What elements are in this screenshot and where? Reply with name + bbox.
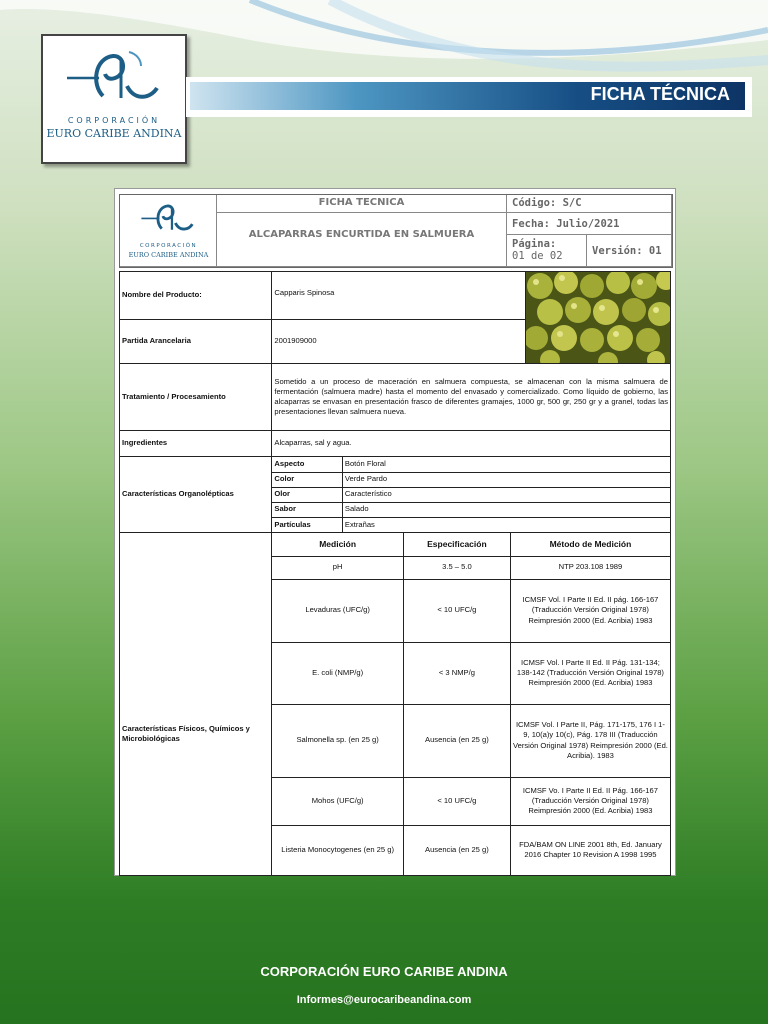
logo-line2: EURO CARIBE ANDINA xyxy=(46,127,182,140)
capers-photo xyxy=(525,272,670,364)
logo-line1: CORPORACIÓN xyxy=(67,116,161,125)
spec-cell: Ausencia (en 25 g) xyxy=(403,704,510,777)
spec-cell: < 3 NMP/g xyxy=(403,642,510,704)
sheet-header xyxy=(119,194,673,268)
organoleptic-value: Verde Pardo xyxy=(342,472,670,487)
spec-cell: < 10 UFC/g xyxy=(403,579,510,642)
sheet-logo xyxy=(120,195,217,267)
page-title: FICHA TÉCNICA xyxy=(590,84,730,104)
spec-cell: < 10 UFC/g xyxy=(403,777,510,825)
doc-type: FICHA TECNICA xyxy=(217,195,507,213)
ingredients-value: Alcaparras, sal y agua. xyxy=(272,431,671,457)
footer-company: CORPORACIÓN EURO CARIBE ANDINA xyxy=(260,964,508,979)
table-row xyxy=(272,642,670,704)
col-header-measure: Medición xyxy=(272,533,403,556)
measure-cell: Levaduras (UFC/g) xyxy=(272,579,403,642)
measure-cell: Salmonella sp. (en 25 g) xyxy=(272,704,403,777)
organoleptic-value: Salado xyxy=(342,502,670,517)
measure-cell: Mohos (UFC/g) xyxy=(272,777,403,825)
treatment-label: Tratamiento / Procesamiento xyxy=(120,364,272,431)
organoleptic-key: Aspecto xyxy=(272,457,342,472)
col-header-method: Método de Medición xyxy=(510,533,670,556)
spec-sheet xyxy=(114,188,676,876)
method-cell: ICMSF Vol. I Parte II, Pág. 171-175, 176 I 1-9, 10(a)y 10(c), Pág. 178 III (Traducción Versión Original 1978) Reimpresión 2000 (Ed. Acribia). 1983 xyxy=(510,704,670,777)
organoleptic-key: Sabor xyxy=(272,502,342,517)
method-cell: ICMSF Vol. I Parte II Ed. II pág. 166-167 (Traducción Versión Original 1978) Reimpresión 2000 (Ed. Acribia) 1983 xyxy=(510,579,670,642)
table-row xyxy=(272,704,670,777)
measure-cell: E. coli (NMP/g) xyxy=(272,642,403,704)
page-value: 01 de 02 xyxy=(512,250,563,263)
title-banner xyxy=(186,77,752,117)
spec-cell: Ausencia (en 25 g) xyxy=(403,825,510,875)
company-logo xyxy=(41,34,187,164)
product-table xyxy=(119,271,671,876)
method-cell: NTP 203.108 1989 xyxy=(510,556,670,579)
tariff-value: 2001909000 xyxy=(272,319,526,363)
ingredients-label: Ingredientes xyxy=(120,431,272,457)
measure-cell: Listeria Monocytogenes (en 25 g) xyxy=(272,825,403,875)
method-cell: FDA/BAM ON LINE 2001 8th, Ed. January 2016 Chapter 10 Revision A 1998 1995 xyxy=(510,825,670,875)
table-row xyxy=(272,579,670,642)
method-cell: ICMSF Vo. I Parte II Ed. II Pág. 166-167 (Traducción Versión Original 1978) Reimpresión 2000 (Ed. Acribia) 1983 xyxy=(510,777,670,825)
organoleptic-key: Partículas xyxy=(272,517,342,532)
organoleptic-value: Botón Floral xyxy=(342,457,670,472)
tariff-label: Partida Arancelaria xyxy=(120,319,272,363)
sheet-logo-line1: CORPORACIÓN xyxy=(139,243,198,249)
doc-version: Versión: 01 xyxy=(587,235,672,267)
logo-mark-icon xyxy=(61,44,167,114)
name-value: Capparis Spinosa xyxy=(272,272,526,320)
doc-code: Código: S/C xyxy=(507,195,672,213)
spec-cell: 3.5 – 5.0 xyxy=(403,556,510,579)
capers-image xyxy=(526,272,670,363)
logo-mark-icon xyxy=(138,199,198,239)
table-row xyxy=(272,556,670,579)
doc-date: Fecha: Julio/2021 xyxy=(507,213,672,235)
doc-page xyxy=(507,235,587,267)
organoleptic-key: Olor xyxy=(272,487,342,502)
organoleptic-table xyxy=(272,457,670,532)
organoleptic-value: Extrañas xyxy=(342,517,670,532)
name-label: Nombre del Producto: xyxy=(120,272,272,320)
physchem-label: Características Físicos, Químicos y Microbiológicas xyxy=(120,533,272,876)
organoleptic-label: Características Organolépticas xyxy=(120,457,272,533)
treatment-value: Sometido a un proceso de maceración en salmuera compuesta, se almacenan con la misma salmuera de fermentación (salmuera madre) hasta el momento del envasado y comercializado. Como líquido de gobierno, las alcaparras se envasan en presentación frasco de diferentes gramajes, 1000 gr, 500 gr, 250 gr y a granel, todas las presentaciones llevan salmuera nueva. xyxy=(272,364,671,431)
page-label: Página: xyxy=(512,238,557,250)
organoleptic-value: Característico xyxy=(342,487,670,502)
table-row xyxy=(272,777,670,825)
sheet-logo-line2: EURO CARIBE ANDINA xyxy=(128,251,209,259)
method-cell: ICMSF Vol. I Parte II Ed. II Pág. 131-134; 138-142 (Traducción Versión Original 1978) Reimpresión 2000 (Ed. Acribia) 1983 xyxy=(510,642,670,704)
product-title: ALCAPARRAS ENCURTIDA EN SALMUERA xyxy=(217,213,507,267)
footer-email[interactable]: Informes@eurocaribeandina.com xyxy=(296,994,472,1006)
organoleptic-key: Color xyxy=(272,472,342,487)
table-row xyxy=(272,825,670,875)
measure-cell: pH xyxy=(272,556,403,579)
physchem-table xyxy=(272,533,670,875)
col-header-spec: Especificación xyxy=(403,533,510,556)
